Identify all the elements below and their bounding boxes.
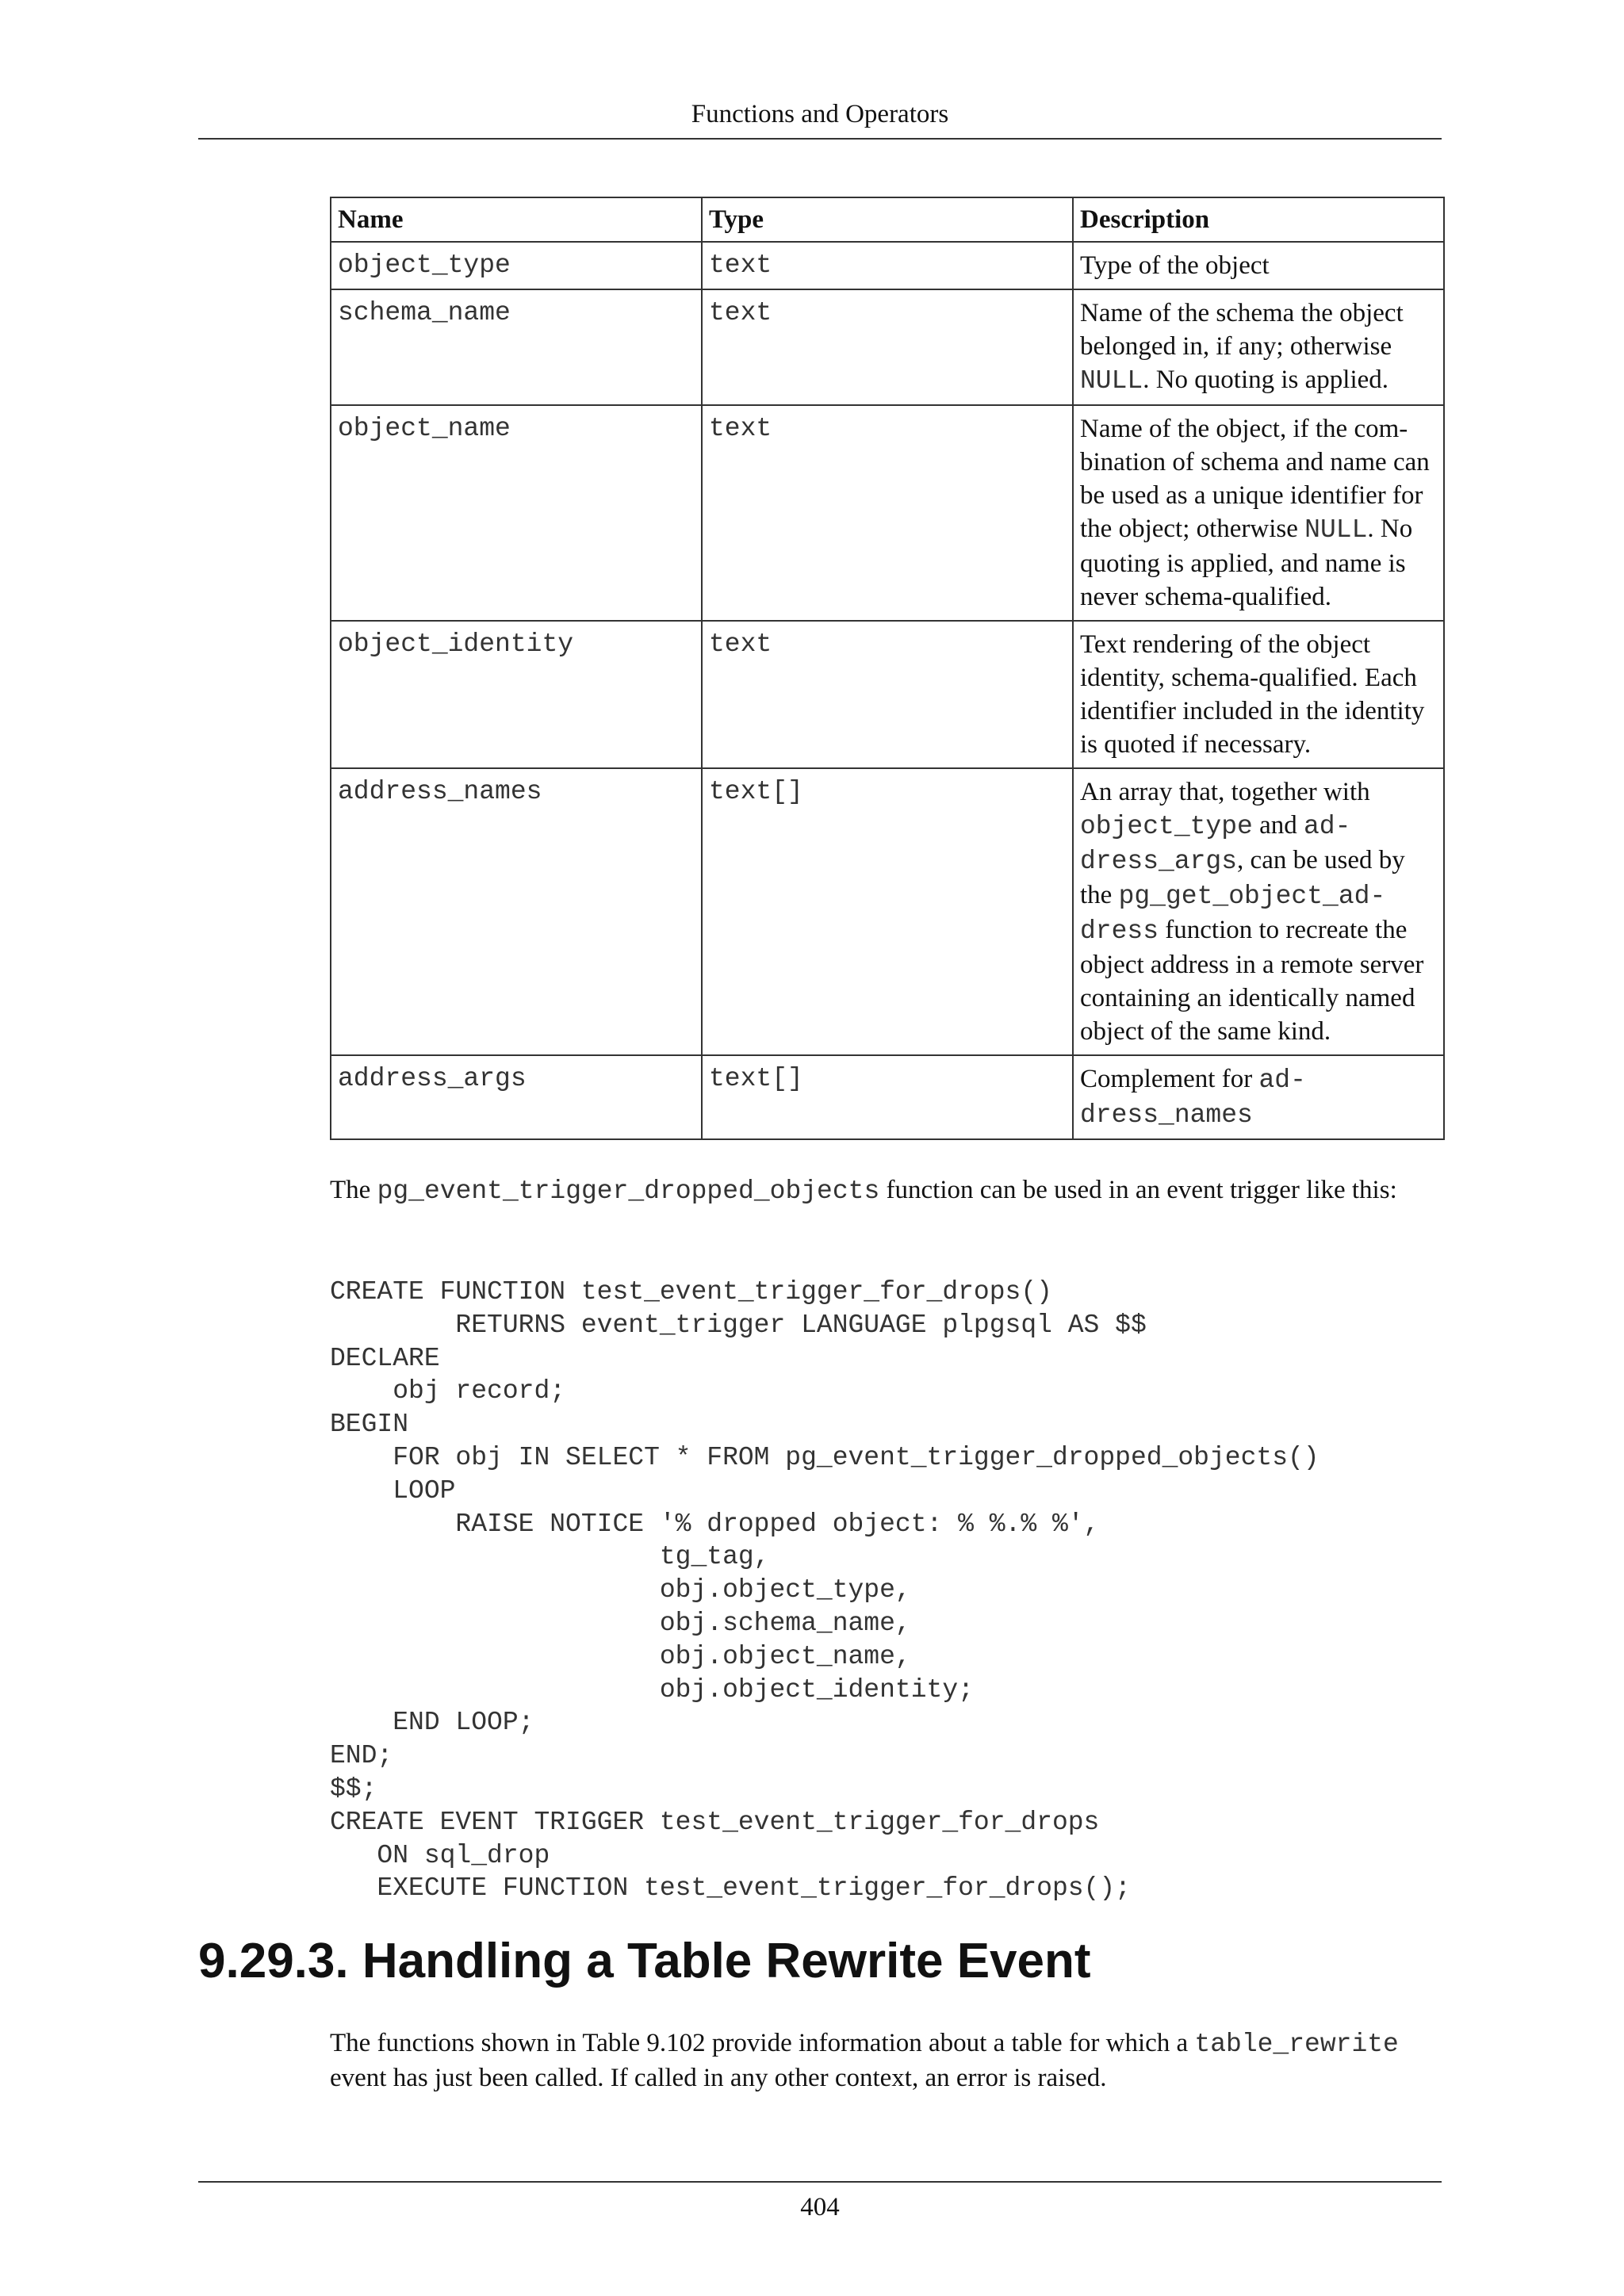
intro-text-after: function can be used in an event trigger like this: (879, 1176, 1397, 1204)
rewrite-text-before: The functions shown in Table 9.102 provide information about a table for which a (330, 2029, 1195, 2057)
table-body (331, 242, 1444, 1139)
cell-name: address_names (331, 768, 702, 1055)
description-code: pg_get_object_address (1080, 882, 1386, 946)
description-text: function to recreate the object address in a remote server containing an identically named object of the same kind. (1080, 916, 1424, 1046)
cell-type: text[] (702, 768, 1073, 1055)
table-row (331, 621, 1444, 768)
description-code: NULL (1304, 515, 1368, 545)
section-heading: 9.29.3. Handling a Table Rewrite Event (198, 1934, 1091, 1988)
description-text: . No quoting is applied. (1143, 365, 1389, 394)
cell-description (1073, 405, 1444, 621)
description-text: Name of the schema the object belonged in, if any; otherwise (1080, 299, 1404, 361)
cell-name: object_type (331, 242, 702, 289)
description-text: , can be used by the (1080, 846, 1405, 909)
cell-name: object_name (331, 405, 702, 621)
description-text: Text rendering of the object identity, schema-qualified. Each identifier included in the identity is quoted if necessary. (1080, 630, 1425, 759)
code-example: CREATE FUNCTION test_event_trigger_for_drops() RETURNS event_trigger LANGUAGE plpgsql AS $$ DECLARE obj record; BEGIN FOR obj IN SELECT * FROM pg_event_trigger_dropped_objects() LOOP RAISE NOTICE '% dropped object: % %.% %', tg_tag, obj.object_type, obj.schema_name, obj.object_name, obj.object_identity; END LOOP; END; $$; CREATE EVENT TRIGGER test_event_trigger_for_drops ON sql_drop EXECUTE FUNCTION test_event_trigger_for_drops(); (330, 1277, 1320, 1904)
description-text: An array that, together with (1080, 778, 1370, 806)
table-row (331, 289, 1444, 405)
running-header: Functions and Operators (691, 100, 949, 128)
rewrite-paragraph (330, 2026, 1443, 2095)
cell-description (1073, 289, 1444, 405)
description-code: address_names (1080, 1066, 1306, 1130)
page-number: 404 (800, 2193, 840, 2221)
cell-description (1073, 242, 1444, 289)
table-header-row (331, 197, 1444, 242)
description-text: Complement for (1080, 1065, 1259, 1093)
table-row (331, 1055, 1444, 1139)
table-row (331, 768, 1444, 1055)
footer-rule (198, 2181, 1442, 2183)
description-text: Type of the object (1080, 251, 1270, 280)
cell-name: object_identity (331, 621, 702, 768)
description-code: object_type (1080, 812, 1253, 841)
cell-type: text (702, 242, 1073, 289)
cell-type: text (702, 621, 1073, 768)
intro-paragraph (330, 1173, 1443, 1208)
description-text: and (1252, 811, 1304, 840)
table-row (331, 242, 1444, 289)
column-header-description: Description (1073, 197, 1444, 242)
intro-function-name: pg_event_trigger_dropped_objects (377, 1177, 880, 1206)
intro-text-before: The (330, 1176, 377, 1204)
column-header-name: Name (331, 197, 702, 242)
cell-name: address_args (331, 1055, 702, 1139)
description-text: . No quoting is applied, and name is never schema-qualified. (1080, 515, 1413, 611)
dropped-objects-table (330, 197, 1445, 1140)
rewrite-text-after: event has just been called. If called in any other context, an error is raised. (330, 2064, 1107, 2092)
description-text: Name of the object, if the combination of schema and name can be used as a unique identifier for the object; otherwise (1080, 415, 1430, 543)
cell-type: text[] (702, 1055, 1073, 1139)
cell-description (1073, 621, 1444, 768)
cell-type: text (702, 289, 1073, 405)
header-rule (198, 138, 1442, 140)
cell-description (1073, 768, 1444, 1055)
cell-name: schema_name (331, 289, 702, 405)
cell-description (1073, 1055, 1444, 1139)
cell-type: text (702, 405, 1073, 621)
column-header-type: Type (702, 197, 1073, 242)
table-row (331, 405, 1444, 621)
description-code: address_args (1080, 812, 1351, 876)
rewrite-event-name: table_rewrite (1194, 2030, 1399, 2059)
description-code: NULL (1080, 366, 1143, 396)
